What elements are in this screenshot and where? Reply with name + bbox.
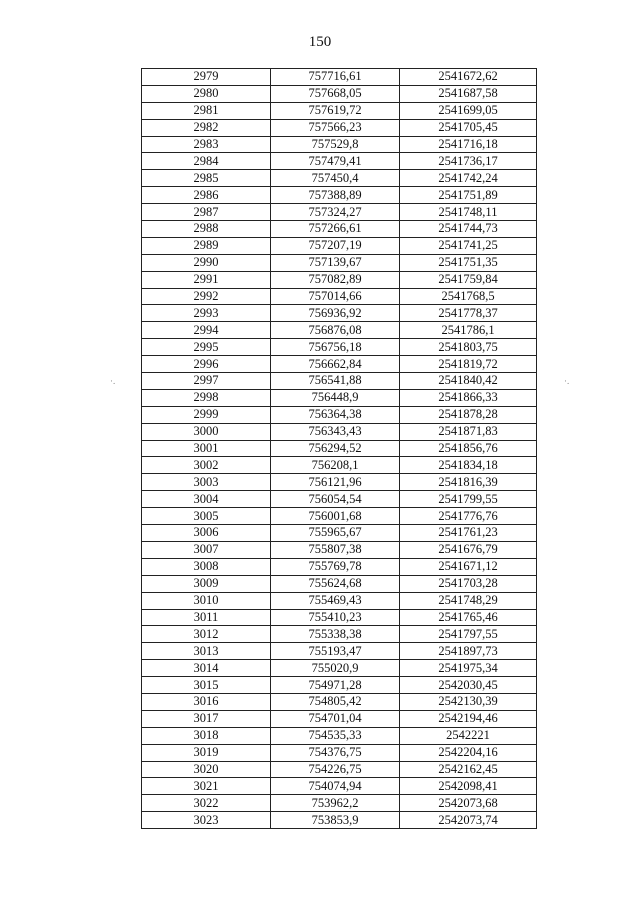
point-number-cell: 3003 — [142, 474, 271, 491]
y-coordinate-cell: 2541687,58 — [400, 85, 537, 102]
x-coordinate-cell: 755193,47 — [271, 643, 400, 660]
table-row — [142, 744, 537, 761]
x-coordinate-cell: 757619,72 — [271, 102, 400, 119]
point-number-cell: 3021 — [142, 778, 271, 795]
y-coordinate-cell: 2541816,39 — [400, 474, 537, 491]
point-number-cell: 2999 — [142, 406, 271, 423]
point-number-cell: 3005 — [142, 508, 271, 525]
table-row — [142, 491, 537, 508]
table-row — [142, 237, 537, 254]
table-row — [142, 609, 537, 626]
y-coordinate-cell: 2541741,25 — [400, 237, 537, 254]
table-row — [142, 626, 537, 643]
x-coordinate-cell: 755965,67 — [271, 525, 400, 542]
table-row — [142, 288, 537, 305]
point-number-cell: 3011 — [142, 609, 271, 626]
x-coordinate-cell: 757479,41 — [271, 153, 400, 170]
x-coordinate-cell: 757668,05 — [271, 85, 400, 102]
y-coordinate-cell: 2541751,89 — [400, 187, 537, 204]
table-row — [142, 373, 537, 390]
x-coordinate-cell: 755338,38 — [271, 626, 400, 643]
x-coordinate-cell: 754074,94 — [271, 778, 400, 795]
y-coordinate-cell: 2541672,62 — [400, 69, 537, 86]
x-coordinate-cell: 757388,89 — [271, 187, 400, 204]
point-number-cell: 3013 — [142, 643, 271, 660]
point-number-cell: 2980 — [142, 85, 271, 102]
point-number-cell: 2989 — [142, 237, 271, 254]
table-row — [142, 457, 537, 474]
x-coordinate-cell: 755769,78 — [271, 558, 400, 575]
y-coordinate-cell: 2542194,46 — [400, 710, 537, 727]
page-number: 150 — [308, 34, 332, 50]
table-row — [142, 322, 537, 339]
point-number-cell: 3002 — [142, 457, 271, 474]
table-row — [142, 677, 537, 694]
y-coordinate-cell: 2541778,37 — [400, 305, 537, 322]
point-number-cell: 2994 — [142, 322, 271, 339]
table-row — [142, 693, 537, 710]
point-number-cell: 3000 — [142, 423, 271, 440]
point-number-cell: 3010 — [142, 592, 271, 609]
y-coordinate-cell: 2541786,1 — [400, 322, 537, 339]
table-row — [142, 541, 537, 558]
x-coordinate-cell: 756936,92 — [271, 305, 400, 322]
point-number-cell: 3004 — [142, 491, 271, 508]
table-row — [142, 440, 537, 457]
y-coordinate-cell: 2541761,23 — [400, 525, 537, 542]
point-number-cell: 2979 — [142, 69, 271, 86]
x-coordinate-cell: 757266,61 — [271, 221, 400, 238]
table-row — [142, 119, 537, 136]
point-number-cell: 2996 — [142, 356, 271, 373]
table-row — [142, 474, 537, 491]
y-coordinate-cell: 2542204,16 — [400, 744, 537, 761]
x-coordinate-cell: 757450,4 — [271, 170, 400, 187]
y-coordinate-cell: 2541736,17 — [400, 153, 537, 170]
scan-mark-right: ·. — [564, 376, 570, 386]
point-number-cell: 3017 — [142, 710, 271, 727]
point-number-cell: 2992 — [142, 288, 271, 305]
y-coordinate-cell: 2541975,34 — [400, 660, 537, 677]
y-coordinate-cell: 2541671,12 — [400, 558, 537, 575]
table-row — [142, 356, 537, 373]
y-coordinate-cell: 2541834,18 — [400, 457, 537, 474]
y-coordinate-cell: 2541716,18 — [400, 136, 537, 153]
table-row — [142, 102, 537, 119]
point-number-cell: 3016 — [142, 693, 271, 710]
y-coordinate-cell: 2541742,24 — [400, 170, 537, 187]
point-number-cell: 3001 — [142, 440, 271, 457]
x-coordinate-cell: 756541,88 — [271, 373, 400, 390]
table-row — [142, 643, 537, 660]
table-row — [142, 812, 537, 829]
y-coordinate-cell: 2542073,68 — [400, 795, 537, 812]
x-coordinate-cell: 756294,52 — [271, 440, 400, 457]
point-number-cell: 2988 — [142, 221, 271, 238]
x-coordinate-cell: 756662,84 — [271, 356, 400, 373]
table-row — [142, 305, 537, 322]
x-coordinate-cell: 754805,42 — [271, 693, 400, 710]
y-coordinate-cell: 2541776,76 — [400, 508, 537, 525]
x-coordinate-cell: 756343,43 — [271, 423, 400, 440]
x-coordinate-cell: 757014,66 — [271, 288, 400, 305]
table-row — [142, 271, 537, 288]
y-coordinate-cell: 2541676,79 — [400, 541, 537, 558]
x-coordinate-cell: 757324,27 — [271, 204, 400, 221]
x-coordinate-cell: 754971,28 — [271, 677, 400, 694]
x-coordinate-cell: 753962,2 — [271, 795, 400, 812]
point-number-cell: 2984 — [142, 153, 271, 170]
y-coordinate-cell: 2542030,45 — [400, 677, 537, 694]
y-coordinate-cell: 2541878,28 — [400, 406, 537, 423]
x-coordinate-cell: 755624,68 — [271, 575, 400, 592]
table-row — [142, 761, 537, 778]
x-coordinate-cell: 755020,9 — [271, 660, 400, 677]
x-coordinate-cell: 757529,8 — [271, 136, 400, 153]
x-coordinate-cell: 756876,08 — [271, 322, 400, 339]
table-row — [142, 204, 537, 221]
table-row — [142, 153, 537, 170]
point-number-cell: 2983 — [142, 136, 271, 153]
x-coordinate-cell: 756756,18 — [271, 339, 400, 356]
point-number-cell: 2997 — [142, 373, 271, 390]
table-row — [142, 339, 537, 356]
table-row — [142, 221, 537, 238]
coordinates-table — [141, 68, 537, 829]
y-coordinate-cell: 2541765,46 — [400, 609, 537, 626]
y-coordinate-cell: 2541699,05 — [400, 102, 537, 119]
point-number-cell: 2985 — [142, 170, 271, 187]
x-coordinate-cell: 756121,96 — [271, 474, 400, 491]
x-coordinate-cell: 754226,75 — [271, 761, 400, 778]
y-coordinate-cell: 2541705,45 — [400, 119, 537, 136]
y-coordinate-cell: 2541866,33 — [400, 389, 537, 406]
point-number-cell: 3006 — [142, 525, 271, 542]
point-number-cell: 3019 — [142, 744, 271, 761]
point-number-cell: 2993 — [142, 305, 271, 322]
point-number-cell: 2998 — [142, 389, 271, 406]
table-row — [142, 660, 537, 677]
table-row — [142, 795, 537, 812]
point-number-cell: 2995 — [142, 339, 271, 356]
x-coordinate-cell: 757716,61 — [271, 69, 400, 86]
x-coordinate-cell: 756054,54 — [271, 491, 400, 508]
point-number-cell: 3007 — [142, 541, 271, 558]
point-number-cell: 3020 — [142, 761, 271, 778]
x-coordinate-cell: 754535,33 — [271, 727, 400, 744]
point-number-cell: 2981 — [142, 102, 271, 119]
point-number-cell: 3022 — [142, 795, 271, 812]
x-coordinate-cell: 754376,75 — [271, 744, 400, 761]
table-row — [142, 406, 537, 423]
point-number-cell: 2990 — [142, 254, 271, 271]
table-row — [142, 575, 537, 592]
table-row — [142, 170, 537, 187]
table-row — [142, 254, 537, 271]
y-coordinate-cell: 2541856,76 — [400, 440, 537, 457]
point-number-cell: 3008 — [142, 558, 271, 575]
y-coordinate-cell: 2542162,45 — [400, 761, 537, 778]
x-coordinate-cell: 757566,23 — [271, 119, 400, 136]
x-coordinate-cell: 756208,1 — [271, 457, 400, 474]
y-coordinate-cell: 2541799,55 — [400, 491, 537, 508]
table-row — [142, 423, 537, 440]
y-coordinate-cell: 2541748,29 — [400, 592, 537, 609]
y-coordinate-cell: 2541768,5 — [400, 288, 537, 305]
table-row — [142, 778, 537, 795]
table-row — [142, 525, 537, 542]
x-coordinate-cell: 757207,19 — [271, 237, 400, 254]
table-row — [142, 558, 537, 575]
x-coordinate-cell: 757139,67 — [271, 254, 400, 271]
y-coordinate-cell: 2541703,28 — [400, 575, 537, 592]
point-number-cell: 2982 — [142, 119, 271, 136]
y-coordinate-cell: 2541840,42 — [400, 373, 537, 390]
x-coordinate-cell: 755469,43 — [271, 592, 400, 609]
point-number-cell: 3009 — [142, 575, 271, 592]
table-row — [142, 508, 537, 525]
point-number-cell: 3023 — [142, 812, 271, 829]
table-row — [142, 187, 537, 204]
x-coordinate-cell: 757082,89 — [271, 271, 400, 288]
coordinates-table-body — [142, 69, 537, 829]
point-number-cell: 3012 — [142, 626, 271, 643]
x-coordinate-cell: 755807,38 — [271, 541, 400, 558]
table-row — [142, 136, 537, 153]
y-coordinate-cell: 2542098,41 — [400, 778, 537, 795]
point-number-cell: 2987 — [142, 204, 271, 221]
y-coordinate-cell: 2541744,73 — [400, 221, 537, 238]
y-coordinate-cell: 2541759,84 — [400, 271, 537, 288]
point-number-cell: 3014 — [142, 660, 271, 677]
y-coordinate-cell: 2541803,75 — [400, 339, 537, 356]
x-coordinate-cell: 756364,38 — [271, 406, 400, 423]
y-coordinate-cell: 2541819,72 — [400, 356, 537, 373]
y-coordinate-cell: 2541797,55 — [400, 626, 537, 643]
y-coordinate-cell: 2542073,74 — [400, 812, 537, 829]
point-number-cell: 3015 — [142, 677, 271, 694]
y-coordinate-cell: 2541897,73 — [400, 643, 537, 660]
x-coordinate-cell: 756001,68 — [271, 508, 400, 525]
x-coordinate-cell: 755410,23 — [271, 609, 400, 626]
point-number-cell: 2991 — [142, 271, 271, 288]
table-row — [142, 592, 537, 609]
table-row — [142, 69, 537, 86]
table-row — [142, 710, 537, 727]
table-row — [142, 85, 537, 102]
y-coordinate-cell: 2541871,83 — [400, 423, 537, 440]
table-row — [142, 727, 537, 744]
y-coordinate-cell: 2541748,11 — [400, 204, 537, 221]
table-row — [142, 389, 537, 406]
y-coordinate-cell: 2542130,39 — [400, 693, 537, 710]
x-coordinate-cell: 754701,04 — [271, 710, 400, 727]
y-coordinate-cell: 2542221 — [400, 727, 537, 744]
point-number-cell: 2986 — [142, 187, 271, 204]
x-coordinate-cell: 756448,9 — [271, 389, 400, 406]
scan-mark-left: ·. — [110, 376, 116, 386]
x-coordinate-cell: 753853,9 — [271, 812, 400, 829]
point-number-cell: 3018 — [142, 727, 271, 744]
y-coordinate-cell: 2541751,35 — [400, 254, 537, 271]
